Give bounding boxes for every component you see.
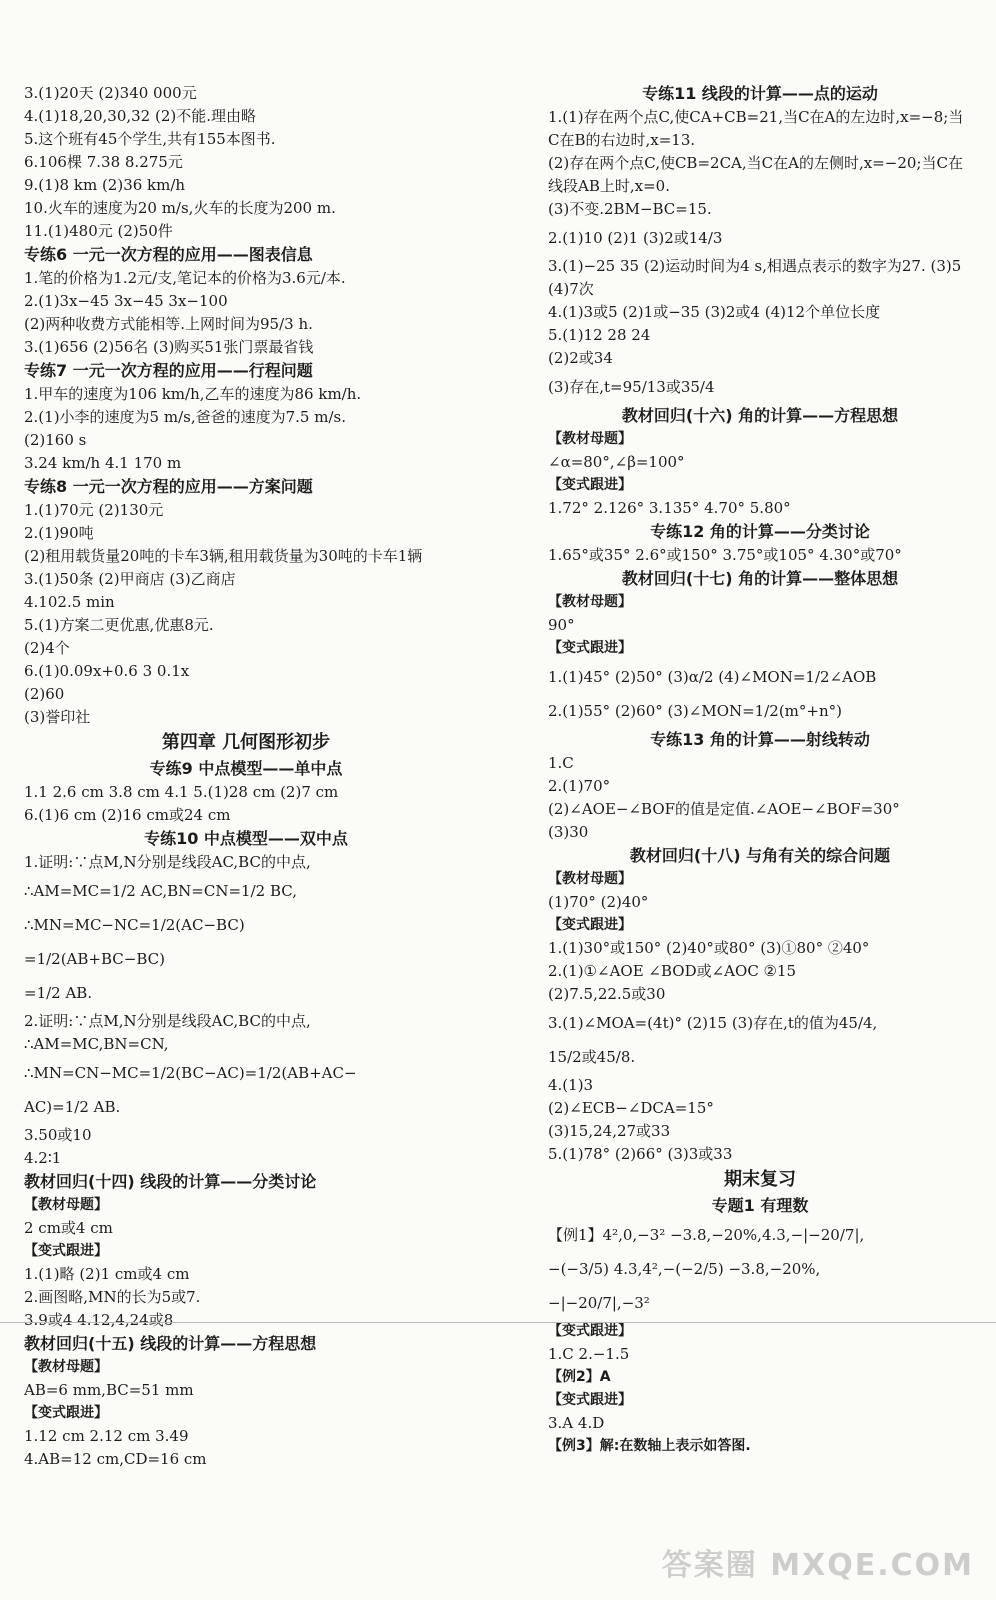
left-column-line: AB=6 mm,BC=51 mm <box>24 1381 194 1399</box>
left-column-line: 【教材母题】 <box>24 1359 108 1375</box>
right-column-line: 1.(1)30°或150° (2)40°或80° (3)①80° ②40° <box>548 939 870 957</box>
right-column-line: 2.(1)55° (2)60° (3)∠MON=1/2(m°+n°) <box>548 702 842 720</box>
left-column-line: 专练6 一元一次方程的应用——图表信息 <box>24 245 313 264</box>
right-column-line: 1.C <box>548 754 574 772</box>
right-column-line: −(−3/5) 4.3,4²,−(−2/5) −3.8,−20%, <box>548 1260 821 1278</box>
right-column <box>548 82 972 1458</box>
left-column-line: AC)=1/2 AB. <box>24 1098 121 1116</box>
right-column-line: 【教材母题】 <box>548 871 632 887</box>
left-column-line: 3.50或10 <box>24 1126 92 1144</box>
right-column-line: 4.(1)3或5 (2)1或−35 (3)2或4 (4)12个单位长度 <box>548 303 881 321</box>
right-column-line: 2.(1)10 (2)1 (3)2或14/3 <box>548 229 723 247</box>
right-column-line: 专练13 角的计算——射线转动 <box>650 730 870 749</box>
left-column-line: 6.(1)6 cm (2)16 cm或24 cm <box>24 806 231 824</box>
left-column-line: =1/2 AB. <box>24 984 93 1002</box>
left-column-line: 2 cm或4 cm <box>24 1219 113 1237</box>
right-column-line: 【变式跟进】 <box>548 917 632 933</box>
left-column-line: 4.AB=12 cm,CD=16 cm <box>24 1450 207 1468</box>
left-column-line: (2)4个 <box>24 639 70 657</box>
right-column-line: 5.(1)12 28 24 <box>548 326 651 344</box>
left-column <box>24 82 468 1471</box>
right-column-line: 5.(1)78° (2)66° (3)3或33 <box>548 1145 733 1163</box>
left-column-line: 专练10 中点模型——双中点 <box>144 829 348 848</box>
left-column-line: 教材回归(十四) 线段的计算——分类讨论 <box>24 1172 317 1191</box>
left-column-line: 3.9或4 4.12,4,24或8 <box>24 1311 174 1329</box>
right-column-line: 专练12 角的计算——分类讨论 <box>650 522 870 541</box>
left-column-line: 5.(1)方案二更优惠,优惠8元. <box>24 616 214 634</box>
right-column-line: 【教材母题】 <box>548 594 632 610</box>
right-column-line: 期末复习 <box>724 1169 796 1190</box>
right-column-line: (2)∠AOE−∠BOF的值是定值.∠AOE−∠BOF=30° <box>548 800 900 818</box>
left-column-line: 5.这个班有45个学生,共有155本图书. <box>24 130 276 148</box>
right-column-line: (2)∠ECB−∠DCA=15° <box>548 1099 714 1117</box>
left-column-line: 1.(1)70元 (2)130元 <box>24 501 164 519</box>
left-column-line: (2)60 <box>24 685 65 703</box>
left-column-line: 【教材母题】 <box>24 1197 108 1213</box>
left-column-line: 专练7 一元一次方程的应用——行程问题 <box>24 361 313 380</box>
left-column-line: 3.(1)50条 (2)甲商店 (3)乙商店 <box>24 570 236 588</box>
right-column-line: (3)存在,t=95/13或35/4 <box>548 378 715 396</box>
right-column-line: 【变式跟进】 <box>548 477 632 493</box>
right-column-line: 【变式跟进】 <box>548 1323 632 1339</box>
right-column-line: 1.65°或35° 2.6°或150° 3.75°或105° 4.30°或70° <box>548 546 902 564</box>
right-column-line: 3.A 4.D <box>548 1414 605 1432</box>
left-column-line: 4.2∶1 <box>24 1149 62 1167</box>
left-column-line: 11.(1)480元 (2)50件 <box>24 222 173 240</box>
left-column-line: 2.画图略,MN的长为5或7. <box>24 1288 201 1306</box>
right-column-line: (1)70° (2)40° <box>548 893 649 911</box>
right-column-line: 1.(1)存在两个点C,使CA+CB=21,当C在A的左边时,x=−8;当C在B的右边时,x=13. <box>548 108 964 149</box>
right-column-line: 【教材母题】 <box>548 431 632 447</box>
left-column-line: 2.证明:∵点M,N分别是线段AC,BC的中点, <box>24 1012 311 1030</box>
right-column-line: 15/2或45/8. <box>548 1048 636 1066</box>
left-column-line: ∴MN=CN−MC=1/2(BC−AC)=1/2(AB+AC− <box>24 1064 357 1082</box>
right-column-line: 专练11 线段的计算——点的运动 <box>642 84 878 103</box>
left-column-line: 专练9 中点模型——单中点 <box>149 759 343 778</box>
left-column-line: 2.(1)小李的速度为5 m/s,爸爸的速度为7.5 m/s. <box>24 408 346 426</box>
left-column-line: 4.(1)18,20,30,32 (2)不能.理由略 <box>24 107 256 125</box>
right-column-line: (2)2或34 <box>548 349 613 367</box>
left-column-line: ∴AM=MC,BN=CN, <box>24 1035 169 1053</box>
left-column-line: 【变式跟进】 <box>24 1405 108 1421</box>
left-column-line: (3)誉印社 <box>24 708 91 726</box>
right-column-line: −|−20/7|,−3² <box>548 1294 650 1312</box>
left-column-line: 1.证明:∵点M,N分别是线段AC,BC的中点, <box>24 853 311 871</box>
left-column-line: ∴AM=MC=1/2 AC,BN=CN=1/2 BC, <box>24 882 297 900</box>
right-column-line: 1.C 2.−1.5 <box>548 1345 630 1363</box>
left-column-line: 2.(1)90吨 <box>24 524 94 542</box>
left-column-line: (2)租用载货量20吨的卡车3辆,租用载货量为30吨的卡车1辆 <box>24 547 423 565</box>
left-column-line: ∴MN=MC−NC=1/2(AC−BC) <box>24 916 245 934</box>
right-column-line: 4.(1)3 <box>548 1076 594 1094</box>
right-column-line: 90° <box>548 616 575 634</box>
left-column-line: 4.102.5 min <box>24 593 115 611</box>
left-column-line: =1/2(AB+BC−BC) <box>24 950 165 968</box>
fold-line <box>0 1322 996 1323</box>
left-column-line: 1.笔的价格为1.2元/支,笔记本的价格为3.6元/本. <box>24 269 346 287</box>
right-column-line: 2.(1)70° <box>548 777 611 795</box>
right-column-line: 2.(1)①∠AOE ∠BOD或∠AOC ②15 <box>548 962 797 980</box>
left-column-line: 第四章 几何图形初步 <box>161 732 331 753</box>
left-column-line: 1.(1)略 (2)1 cm或4 cm <box>24 1265 190 1283</box>
right-column-line: 【例3】解:在数轴上表示如答图. <box>548 1438 751 1454</box>
left-column-line: 3.(1)20天 (2)340 000元 <box>24 84 197 102</box>
left-column-line: 9.(1)8 km (2)36 km/h <box>24 176 186 194</box>
right-column-line: 专题1 有理数 <box>711 1196 809 1215</box>
left-column-line: 1.甲车的速度为106 km/h,乙车的速度为86 km/h. <box>24 385 362 403</box>
right-column-line: 教材回归(十六) 角的计算——方程思想 <box>621 406 899 425</box>
left-column-line: 2.(1)3x−45 3x−45 3x−100 <box>24 292 228 310</box>
right-column-line: ∠α=80°,∠β=100° <box>548 453 685 471</box>
right-column-line: (3)15,24,27或33 <box>548 1122 671 1140</box>
right-column-line: 【例2】A <box>548 1369 611 1385</box>
left-column-line: 6.106棵 7.38 8.275元 <box>24 153 183 171</box>
right-column-line: 教材回归(十八) 与角有关的综合问题 <box>629 846 891 865</box>
right-column-line: (2)7.5,22.5或30 <box>548 985 666 1003</box>
watermark: 答案圈 MXQE.COM <box>661 1548 974 1583</box>
right-column-line: 3.(1)∠MOA=(4t)° (2)15 (3)存在,t的值为45/4, <box>548 1014 878 1032</box>
right-column-line: (3)不变.2BM−BC=15. <box>548 200 712 218</box>
right-column-line: (2)存在两个点C,使CB=2CA,当C在A的左侧时,x=−20;当C在线段AB上时,x=0. <box>548 154 963 195</box>
left-column-line: 1.1 2.6 cm 3.8 cm 4.1 5.(1)28 cm (2)7 cm <box>24 783 339 801</box>
right-column-line: 【变式跟进】 <box>548 1392 632 1408</box>
right-column-line: 1.72° 2.126° 3.135° 4.70° 5.80° <box>548 499 791 517</box>
left-column-line: 3.24 km/h 4.1 170 m <box>24 454 182 472</box>
left-column-line: 【变式跟进】 <box>24 1243 108 1259</box>
right-column-line: 教材回归(十七) 角的计算——整体思想 <box>621 569 899 588</box>
right-column-line: (3)30 <box>548 823 589 841</box>
right-column-line: 3.(1)−25 35 (2)运动时间为4 s,相遇点表示的数字为27. (3)5 (4)7次 <box>548 257 962 298</box>
left-column-line: (2)两种收费方式能相等.上网时间为95/3 h. <box>24 315 313 333</box>
left-column-line: 专练8 一元一次方程的应用——方案问题 <box>24 477 313 496</box>
left-column-line: 3.(1)656 (2)56名 (3)购买51张门票最省钱 <box>24 338 314 356</box>
right-column-line: 【变式跟进】 <box>548 640 632 656</box>
left-column-line: 10.火车的速度为20 m/s,火车的长度为200 m. <box>24 199 336 217</box>
right-column-line: 【例1】4²,0,−3² −3.8,−20%,4.3,−|−20/7|, <box>548 1226 865 1244</box>
right-column-line: 1.(1)45° (2)50° (3)α/2 (4)∠MON=1/2∠AOB <box>548 668 877 686</box>
left-column-line: 6.(1)0.09x+0.6 3 0.1x <box>24 662 190 680</box>
left-column-line: (2)160 s <box>24 431 87 449</box>
left-column-line: 教材回归(十五) 线段的计算——方程思想 <box>24 1334 317 1353</box>
left-column-line: 1.12 cm 2.12 cm 3.49 <box>24 1427 189 1445</box>
